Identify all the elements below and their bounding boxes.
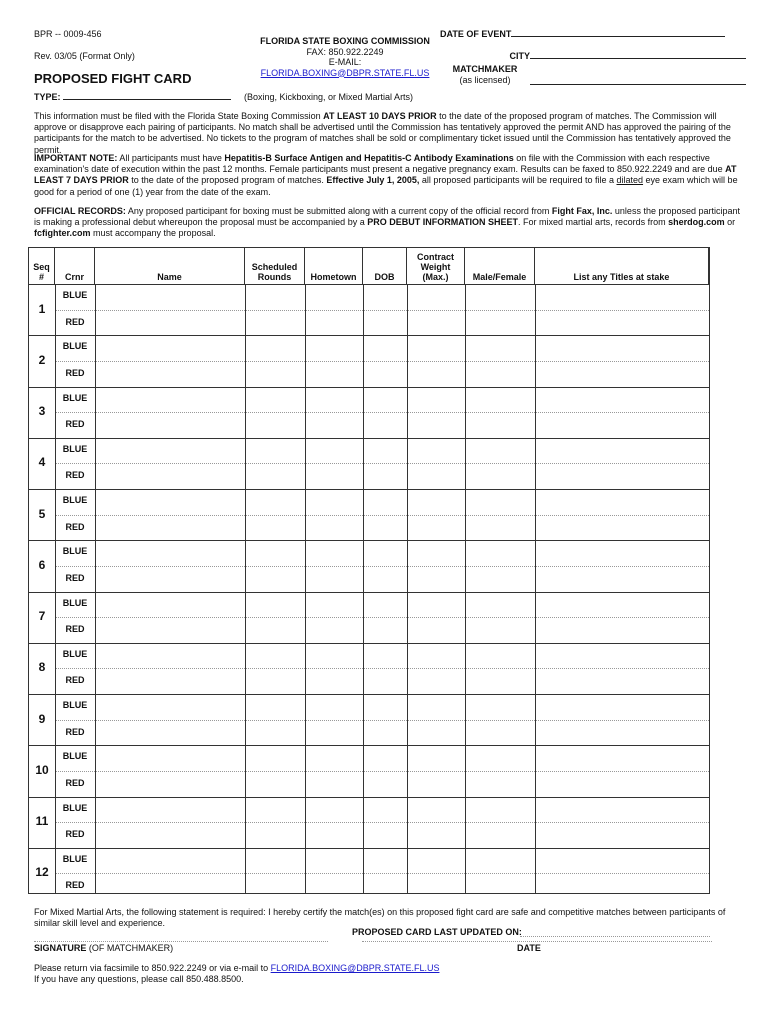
corner-blue: BLUE [62, 546, 88, 557]
column-header-dob: DOB [363, 248, 407, 284]
corner-blue: BLUE [62, 443, 88, 454]
revision-note: Rev. 03/05 (Format Only) [34, 51, 135, 61]
fight-card-table [28, 247, 710, 894]
date-of-event-line[interactable] [511, 36, 725, 37]
corner-divider [55, 361, 709, 362]
table-row [29, 489, 709, 540]
column-divider [363, 284, 364, 893]
column-header-name: Name [95, 248, 245, 284]
column-divider [245, 284, 246, 893]
corner-divider [55, 463, 709, 464]
corner-divider [55, 822, 709, 823]
corner-red: RED [65, 316, 85, 327]
mma-statement: For Mixed Martial Arts, the following statement is required: I hereby certify the match(es) on this proposed fight card are safe and competitive matches between participants of similar skill level and experience. [34, 907, 726, 929]
corner-blue: BLUE [62, 290, 88, 300]
corner-blue: BLUE [62, 700, 88, 710]
corner-divider [55, 617, 709, 618]
corner-red: RED [65, 726, 85, 737]
table-row [29, 438, 709, 489]
last-updated-line[interactable] [520, 936, 710, 937]
seq-number: 4 [38, 455, 46, 470]
table-row [29, 745, 709, 796]
corner-blue: BLUE [62, 853, 88, 864]
agency-email-link[interactable]: FLORIDA.BOXING@DBPR.STATE.FL.US [260, 67, 430, 78]
corner-red: RED [65, 367, 85, 378]
matchmaker-label: MATCHMAKER [452, 64, 518, 74]
corner-blue: BLUE [62, 751, 88, 762]
table-row [29, 643, 709, 694]
seq-number: 1 [38, 301, 46, 316]
column-divider [95, 284, 96, 893]
last-updated-label: PROPOSED CARD LAST UPDATED ON: [352, 927, 522, 937]
seq-number: 3 [38, 404, 46, 419]
column-header-rounds: Scheduled Rounds [245, 248, 305, 284]
corner-divider [55, 720, 709, 721]
official-records-paragraph: OFFICIAL RECORDS: Any proposed participant for boxing must be submitted along with a current copy of the official record from Fight Fax, Inc. unless the proposed participant is making a professional debut whereupon the proposal must be accompanied by a PRO DEBUT INFORMATION SHEET. For mixed martial arts, records from sherdog.com or fcfighter.com must accompany the proposal. [34, 206, 741, 239]
date-label: DATE [517, 943, 541, 953]
date-of-event-field[interactable] [440, 29, 725, 39]
agency-block [230, 36, 460, 78]
corner-red: RED [65, 829, 85, 840]
date-of-event-label: DATE OF EVENT [440, 29, 512, 39]
seq-number: 7 [38, 609, 46, 624]
seq-number: 8 [38, 660, 46, 675]
city-line[interactable] [530, 58, 746, 59]
city-label: CITY [509, 51, 530, 61]
seq-number: 9 [38, 711, 46, 726]
table-row [29, 848, 709, 899]
type-label: TYPE: [34, 92, 61, 102]
matchmaker-line[interactable] [530, 84, 746, 85]
column-divider [535, 284, 536, 893]
column-header-weight: Contract Weight (Max.) [407, 248, 465, 284]
corner-divider [55, 566, 709, 567]
seq-number: 6 [38, 557, 46, 572]
table-row [29, 540, 709, 591]
date-line[interactable] [362, 941, 712, 942]
table-row [29, 592, 709, 643]
matchmaker-sub: (as licensed) [459, 75, 511, 85]
seq-number: 2 [38, 352, 46, 367]
column-header-seq: Seq # [29, 248, 55, 284]
agency-email-label: E-MAIL: [328, 57, 362, 67]
table-row [29, 335, 709, 386]
corner-divider [55, 873, 709, 874]
signature-label: SIGNATURE (OF MATCHMAKER) [34, 943, 174, 953]
column-header-titles: List any Titles at stake [535, 248, 709, 284]
city-field[interactable] [440, 51, 746, 61]
corner-blue: BLUE [62, 392, 88, 403]
matchmaker-label-block [440, 64, 530, 86]
column-divider [55, 284, 56, 893]
seq-number: 12 [35, 865, 49, 880]
type-input-line[interactable] [63, 99, 231, 100]
return-instructions: Please return via facsimile to 850.922.2249 or via e-mail to FLORIDA.BOXING@DBPR.STATE.FL.US [34, 963, 440, 973]
seq-number: 11 [35, 814, 49, 829]
column-header-hometown: Hometown [305, 248, 363, 284]
table-row [29, 694, 709, 745]
form-id: BPR -- 0009-456 [34, 29, 102, 39]
corner-blue: BLUE [62, 597, 88, 608]
column-divider [465, 284, 466, 893]
corner-red: RED [65, 777, 85, 788]
type-field[interactable] [34, 92, 231, 102]
column-header-corner: Crnr [55, 248, 95, 284]
agency-fax: FAX: 850.922.2249 [306, 46, 384, 57]
corner-red: RED [65, 470, 85, 481]
corner-red: RED [65, 419, 85, 430]
corner-red: RED [65, 624, 85, 635]
corner-red: RED [65, 880, 85, 891]
corner-divider [55, 515, 709, 516]
corner-blue: BLUE [62, 495, 88, 505]
corner-divider [55, 771, 709, 772]
agency-name: FLORIDA STATE BOXING COMMISSION [260, 36, 430, 46]
signature-line[interactable] [34, 941, 328, 942]
corner-red: RED [65, 675, 85, 686]
seq-number: 10 [35, 762, 49, 777]
corner-blue: BLUE [62, 341, 88, 352]
corner-blue: BLUE [62, 802, 88, 813]
table-row [29, 284, 709, 335]
important-note-paragraph: IMPORTANT NOTE: All participants must have Hepatitis-B Surface Antigen and Hepatitis-C Antibody Examinations on file with the Commission with each respective examination's date of execution within the past 12 months. Female participants must present a negative pregnancy exam. Results can be faxed to 850.922.2249 and are due AT LEAST 7 DAYS PRIOR to the date of the proposed program of matches. Effective July 1, 2005, all proposed participants will be required to file a dilated eye exam which will be good for a period of one (1) year from the date of the exam. [34, 153, 738, 197]
corner-blue: BLUE [62, 648, 88, 659]
column-divider [305, 284, 306, 893]
corner-divider [55, 310, 709, 311]
column-header-gender: Male/Female [465, 248, 535, 284]
corner-red: RED [65, 521, 85, 532]
return-email-link[interactable]: FLORIDA.BOXING@DBPR.STATE.FL.US [270, 963, 440, 973]
column-divider [407, 284, 408, 893]
corner-divider [55, 668, 709, 669]
corner-red: RED [65, 572, 85, 583]
seq-number: 5 [38, 506, 46, 521]
table-row [29, 387, 709, 438]
page-title: PROPOSED FIGHT CARD [34, 71, 192, 86]
intro-paragraph: This information must be filed with the Florida State Boxing Commission AT LEAST 10 DAYS PRIOR to the date of the proposed program of matches. The Commission will approve or disapprove each pairing of participants. No match shall be advertised until the Commission has tentatively approved the permit AND has approved the pairing of the participants for the match to be advertised. No tickets to the program of matches shall be sold or complimentary ticket issued until the Commission has tentatively approved the permit. [34, 111, 731, 155]
corner-divider [55, 412, 709, 413]
type-hint: (Boxing, Kickboxing, or Mixed Martial Arts) [244, 92, 414, 102]
questions-note: If you have any questions, please call 850.488.8500. [34, 974, 244, 984]
table-row [29, 797, 709, 848]
